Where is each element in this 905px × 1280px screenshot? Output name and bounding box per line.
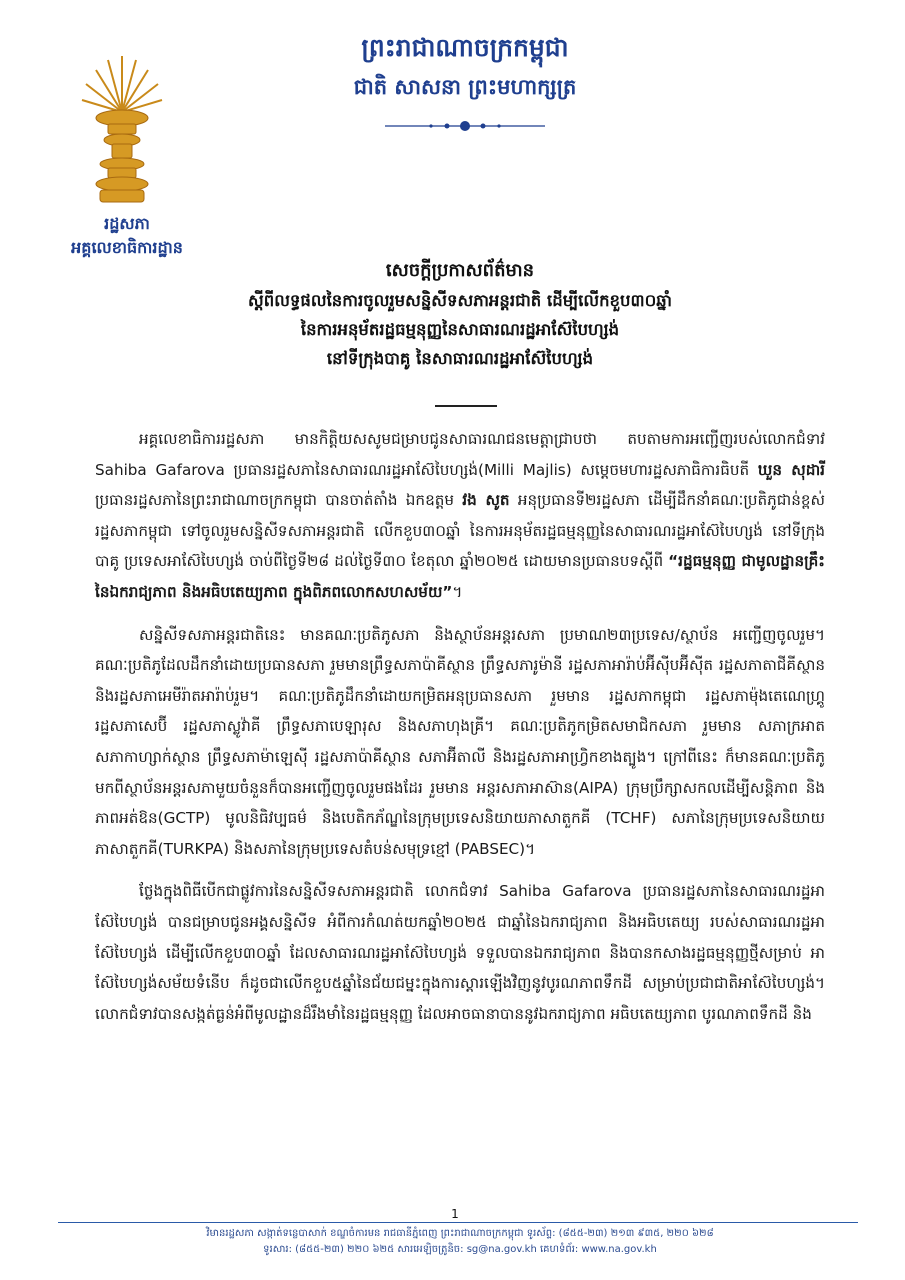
title-line2: នៃការអនុម័តរដ្ឋធម្មនុញ្ញនៃសាធារណរដ្ឋអាស៊ែបៃហ្សង់ bbox=[300, 320, 620, 339]
ministry-line2: អគ្គលេខាធិការដ្ឋាន bbox=[71, 238, 183, 257]
paragraph-3: ថ្លែងក្នុងពិធីបើកជាផ្លូវការនៃសន្និសីទសភាអន្តរជាតិ លោកជំទាវ Sahiba Gafarova ប្រធានរដ្ឋសភានៃសាធារណរដ្ឋអាស៊ែបៃហ្សង់ បានជម្រាបជូនអង្គសន្និសីទ អំពីការកំណត់យកឆ្នាំ២០២៥ ជាឆ្នាំនៃឯករាជ្យភាព និងអធិបតេយ្យ របស់សាធារណរដ្ឋអាស៊ែបៃហ្សង់ ដើម្បីលើកខួប៣០ឆ្នាំ ដែលសាធារណរដ្ឋអាស៊ែបៃហ្សង់ ទទួលបានឯករាជ្យភាព និងបានកសាងរដ្ឋធម្មនុញ្ញថ្មីសម្រាប់ អាស៊ែបៃហ្សង់សម័យទំនើប ក៏ដូចជាលើកខួប៥ឆ្នាំនៃជ័យជម្នះក្នុងការស្ដារឡើងវិញនូវបូរណភាពទឹកដី សម្រាប់ប្រជាជាតិអាស៊ែបៃហ្សង់។ លោកជំទាវបានសង្កត់ធ្ងន់អំពីមូលដ្ឋានដ៏រឹងមាំនៃរដ្ឋធម្មនុញ្ញ ដែលអាចធានាបាននូវឯករាជ្យភាព អធិបតេយ្យភាព បូរណភាពទឹកដី និង bbox=[95, 882, 825, 1023]
paragraph-2: សន្និសីទសភាអន្តរជាតិនេះ មានគណៈប្រតិភូសភា និងស្ថាប័នអន្តរសភា ប្រមាណ២៣ប្រទេស/ស្ថាប័ន អញ្ជើញចូលរួម។ គណៈប្រតិភូដែលដឹកនាំដោយប្រធានសភា រួមមានព្រឹទ្ធសភាប៉ាគីស្ថាន ព្រឹទ្ធសភារូម៉ានី រដ្ឋសភាអារ៉ាប់អ៊ីស៊ីបអ៊ីស៊ីត រដ្ឋសភាតាជីគីស្ថាន និងរដ្ឋសភាអេមីរ៉ាតអារ៉ាប់រួម។ គណៈប្រតិភូដឹកនាំដោយកម្រិតអនុប្រធានសភា រួមមាន រដ្ឋសភាកម្ពុជា រដ្ឋសភាម៉ុងតេណេហ្គ្រូ រដ្ឋសភាសេប៊ី រដ្ឋសភាស្លូវ៉ាគី ព្រឹទ្ធសភាបេឡារុស និងសភាហុងគ្រី។ គណៈប្រតិភូកម្រិតសមាជិកសភា រួមមាន សភាក្រអាត សភាកាហ្សាក់ស្ថាន ព្រឹទ្ធសភាម៉ាឡេស៊ី រដ្ឋសភាប៉ាគីស្ថាន សភាអ៊ីតាលី និងរដ្ឋសភាអាហ្វ្រិកខាងត្បូង។ ក្រៅពីនេះ ក៏មានគណៈប្រតិភូមកពីស្ថាប័នអន្តរសភាមួយចំនួនក៏បានអញ្ជើញចូលរួមផងដែរ រួមមាន អន្តរសភាអាស៊ាន(AIPA) ក្រុមប្រឹក្សាសកលដើម្បីសន្តិភាព និងភាពអត់ឱន(GCTP) មូលនិធិវប្បធម៌ និងបេតិកភ័ណ្ឌនៃក្រុមប្រទេសនិយាយភាសាតួកគី (TCHF) សភានៃក្រុមប្រទេសនិយាយភាសាតួកគី(TURKPA) និងសភានៃក្រុមប្រទេសតំបន់សមុទ្រខ្មៅ (PABSEC)។ bbox=[95, 625, 825, 858]
royal-crown-emblem-icon bbox=[78, 50, 166, 210]
title-main: សេចក្ដីប្រកាសព័ត៌មាន bbox=[385, 260, 535, 281]
footer-contact-info: ទូរសារ: (៨៥៥-២៣) ២២០ ៦២៥ សារអេឡិចត្រូនិច: sg@na.gov.kh គេហទំព័រ: www.na.gov.kh bbox=[263, 1244, 657, 1255]
kingdom-line1: ព្រះរាជាណាចក្រកម្ពុជា bbox=[361, 33, 569, 62]
conference-theme: “រដ្ឋធម្មនុញ្ញ ជាមូលដ្ឋានគ្រឹះនៃឯករាជ្យភាព និងអធិបតេយ្យភាព ក្នុងពិភពលោកសហសម័យ” bbox=[95, 552, 825, 601]
ministry-name bbox=[36, 212, 218, 260]
kingdom-motto bbox=[300, 30, 630, 104]
footer-divider bbox=[58, 1222, 858, 1223]
ornament-divider-icon bbox=[385, 116, 545, 136]
document-title bbox=[120, 256, 800, 373]
title-underline bbox=[435, 405, 497, 407]
ministry-line1: រដ្ឋសភា bbox=[104, 214, 150, 233]
footer-contact bbox=[150, 1226, 770, 1258]
title-line1: ស្ដីពីលទ្ធផលនៃការចូលរួមសន្និសីទសភាអន្តរជាតិ ដើម្បីលើកខួប៣០ឆ្នាំ bbox=[248, 291, 672, 310]
paragraph-1: អគ្គលេខាធិការរដ្ឋសភា មានកិត្តិយសសូមជម្រាបជូនសាធារណជនមេត្តាជ្រាបថា តបតាមការអញ្ជើញរបស់លោកជំទាវ Sahiba Gafarova ប្រធានរដ្ឋសភានៃសាធារណរដ្ឋអាស៊ែបៃហ្សង់(Milli Majlis) សម្ដេចមហារដ្ឋសភាធិការធិបតី ឃួន សុដារី ប្រធានរដ្ឋសភានៃព្រះរាជាណាចក្រកម្ពុជា បានចាត់តាំង ឯកឧត្តម វង សូត អនុប្រធានទី២រដ្ឋសភា ដើម្បីដឹកនាំគណៈប្រតិភូជាន់ខ្ពស់រដ្ឋសភាកម្ពុជា ទៅចូលរួមសន្និសីទសភាអន្តរជាតិ លើកខួប៣០ឆ្នាំ នៃការអនុម័តរដ្ឋធម្មនុញ្ញនៃសាធារណរដ្ឋអាស៊ែបៃហ្សង់ នៅទីក្រុងបាគូ ប្រទេសអាស៊ែបៃហ្សង់ ចាប់ពីថ្ងៃទី២៨ ដល់ថ្ងៃទី៣០ ខែតុលា ឆ្នាំ២០២៥ ដោយមានប្រធានបទស្ដីពី “រដ្ឋធម្មនុញ្ញ ជាមូលដ្ឋានគ្រឹះនៃឯករាជ្យភាព និងអធិបតេយ្យភាព ក្នុងពិភពលោកសហសម័យ”។ bbox=[95, 430, 825, 601]
document-body bbox=[95, 424, 825, 1041]
title-line3: នៅទីក្រុងបាគូ នៃសាធារណរដ្ឋអាស៊ែបៃហ្សង់ bbox=[326, 349, 594, 368]
kingdom-line2: ជាតិ សាសនា ព្រះមហាក្សត្រ bbox=[353, 75, 577, 99]
delegation-leader-name: វង សូត bbox=[462, 491, 510, 510]
page-number: 1 bbox=[451, 1207, 459, 1221]
speaker-name: ឃួន សុដារី bbox=[757, 460, 825, 479]
footer-address: វិមានរដ្ឋសភា សង្កាត់ទន្លេបាសាក់ ខណ្ឌចំការមន រាជធានីភ្នំពេញ ព្រះរាជាណាចក្រកម្ពុជា ទូរស័ព្ទ: (៨៥៥-២៣) ២១៣ ៩៣៥, ២២០ ៦២៨ bbox=[206, 1228, 714, 1239]
